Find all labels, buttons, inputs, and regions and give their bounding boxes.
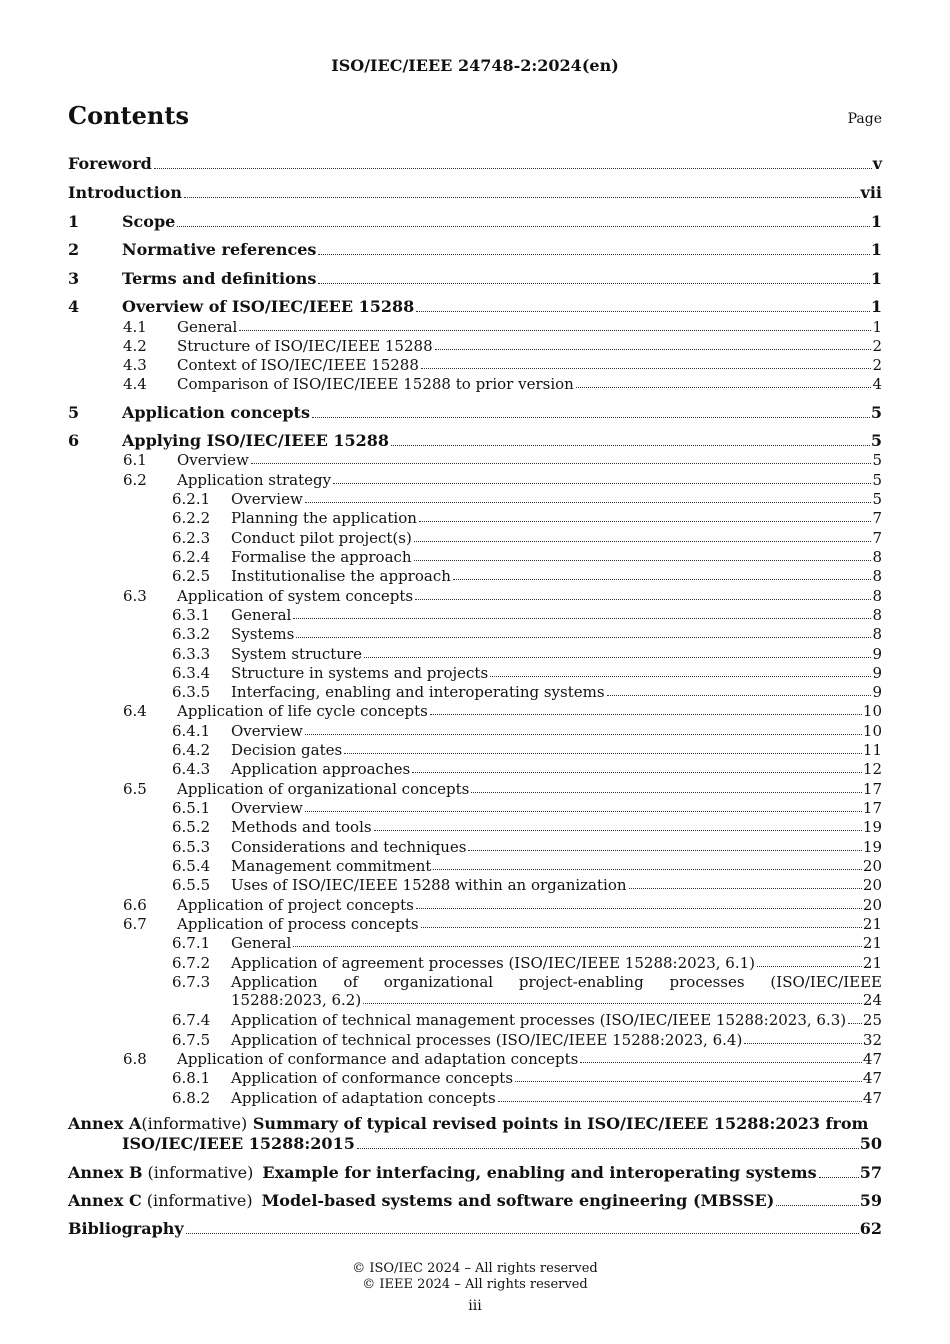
toc-entry-6-2-3[interactable]: [68, 529, 882, 547]
toc-entry-number: 6.2.3: [172, 529, 211, 547]
toc-entry-title: General: [231, 934, 292, 952]
toc-entry-6-4-3[interactable]: [68, 760, 882, 778]
toc-entry-foreword[interactable]: [68, 154, 882, 174]
copyright-footer: [0, 1261, 950, 1293]
toc-entry-number: 6.4: [123, 702, 147, 720]
dot-leader: [498, 1101, 862, 1102]
dot-leader: [415, 599, 871, 600]
toc-entry-title: Application of system concepts: [177, 587, 414, 605]
toc-entry-page: 59: [859, 1191, 882, 1210]
dot-leader: [468, 850, 861, 851]
page-column-label: Page: [847, 111, 882, 127]
toc-entry-title: Foreword: [68, 154, 152, 173]
toc-entry-6-6[interactable]: [68, 896, 882, 914]
dot-leader: [391, 445, 870, 446]
annex-title-continued: ISO/IEC/IEEE 15288:2015: [122, 1134, 355, 1153]
dot-leader: [305, 811, 862, 812]
toc-entry-title: Institutionalise the approach: [231, 567, 451, 585]
toc-entry-6-7-4[interactable]: [68, 1011, 882, 1029]
toc-entry-title: Application of agreement processes (ISO/IEC/IEEE 15288:2023, 6.1): [231, 954, 755, 972]
toc-entry-title: Application of organizational concepts: [177, 780, 470, 798]
toc-entry-number: 6.7.5: [172, 1031, 211, 1049]
toc-entry-number: 6.7: [123, 915, 147, 933]
toc-entry-6-5[interactable]: [68, 780, 882, 798]
toc-entry-6-5-1[interactable]: [68, 799, 882, 817]
toc-entry-number: 6.7.3: [172, 973, 211, 991]
toc-entry-number: 4.4: [123, 375, 147, 393]
dot-leader: [374, 830, 862, 831]
dot-leader: [471, 792, 862, 793]
toc-entry-title: Application of process concepts: [177, 915, 419, 933]
toc-entry-number: 6.5.4: [172, 857, 211, 875]
toc-entry-title: Conduct pilot project(s): [231, 529, 412, 547]
toc-entry-page: 25: [862, 1011, 882, 1029]
dot-leader: [744, 1043, 862, 1044]
toc-entry-6-1[interactable]: [68, 451, 882, 469]
toc-entry-page: 10: [862, 702, 882, 720]
toc-entry-number: 6.5.1: [172, 799, 211, 817]
annex-kind: (informative): [146, 1191, 253, 1210]
toc-entry-page: 24: [862, 991, 882, 1009]
toc-entry-6[interactable]: [68, 431, 882, 451]
toc-entry-page: 7: [872, 509, 882, 527]
toc-entry-page: 1: [870, 212, 882, 231]
toc-entry-title: Application of technical processes (ISO/IEC/IEEE 15288:2023, 6.4): [231, 1031, 743, 1049]
toc-entry-title: Interfacing, enabling and interoperating systems: [231, 683, 605, 701]
toc-entry-6-8[interactable]: [68, 1050, 882, 1068]
toc-entry-title: Overview of ISO/IEC/IEEE 15288: [122, 297, 415, 316]
toc-entry-number: 3: [68, 269, 80, 288]
toc-entry-title: Application concepts: [122, 403, 310, 422]
toc-entry-number: 6.4.3: [172, 760, 211, 778]
dot-leader: [363, 1003, 862, 1004]
contents-title: Contents: [68, 101, 189, 130]
toc-entry-title: Context of ISO/IEC/IEEE 15288: [177, 356, 419, 374]
toc-entry-title: Uses of ISO/IEC/IEEE 15288 within an organization: [231, 876, 627, 894]
toc-entry-number: 6.2.2: [172, 509, 211, 527]
toc-entry-page: 5: [872, 490, 882, 508]
toc-entry-title: Applying ISO/IEC/IEEE 15288: [122, 431, 390, 450]
toc-entry-page: 47: [862, 1089, 882, 1107]
toc-entry-title: Planning the application: [231, 509, 417, 527]
toc-entry-annex-b[interactable]: [68, 1163, 882, 1183]
dot-leader: [318, 254, 869, 255]
toc-entry-number: 4: [68, 297, 80, 316]
toc-entry-title: Methods and tools: [231, 818, 372, 836]
toc-entry-6-3-2[interactable]: [68, 625, 882, 643]
toc-entry-6-5-2[interactable]: [68, 818, 882, 836]
toc-entry-number: 6.7.4: [172, 1011, 211, 1029]
toc-entry-title: Application of adaptation concepts: [231, 1089, 496, 1107]
toc-entry-6-7[interactable]: [68, 915, 882, 933]
toc-entry-title: Considerations and techniques: [231, 838, 467, 856]
toc-entry-6-4[interactable]: [68, 702, 882, 720]
toc-entry-number: 6.8: [123, 1050, 147, 1068]
dot-leader: [576, 387, 872, 388]
toc-entry-page: 21: [862, 915, 882, 933]
toc-entry-4-2[interactable]: [68, 337, 882, 355]
toc-entry-title: Application of life cycle concepts: [177, 702, 428, 720]
toc-entry-number: 6.2.1: [172, 490, 211, 508]
dot-leader: [848, 1023, 862, 1024]
toc-entry-page: 5: [872, 471, 882, 489]
toc-entry-6-5-4[interactable]: [68, 857, 882, 875]
toc-entry-title: Scope: [122, 212, 176, 231]
dot-leader: [312, 417, 870, 418]
toc-entry-page: 1: [872, 318, 882, 336]
toc-entry-title: General: [177, 318, 238, 336]
toc-entry-number: 6.7.2: [172, 954, 211, 972]
toc-entry-page: 1: [870, 269, 882, 288]
dot-leader: [293, 618, 871, 619]
toc-entry-title: Overview: [177, 451, 249, 469]
toc-entry-title: Structure of ISO/IEC/IEEE 15288: [177, 337, 433, 355]
toc-entry-number: 1: [68, 212, 80, 231]
toc-entry-number: 6.5.2: [172, 818, 211, 836]
dot-leader: [416, 908, 862, 909]
toc-entry-number: 4.1: [123, 318, 147, 336]
dot-leader: [414, 541, 872, 542]
dot-leader: [453, 579, 872, 580]
toc-entry-6-7-1[interactable]: [68, 934, 882, 952]
annex-kind: (informative): [147, 1163, 254, 1182]
annex-title: Model-based systems and software engineering (MBSSE): [261, 1191, 775, 1210]
toc-entry-title: Formalise the approach: [231, 548, 412, 566]
toc-entry-page: 57: [859, 1163, 882, 1182]
toc-entry-title: Systems: [231, 625, 295, 643]
dot-leader: [430, 714, 862, 715]
toc-entry-page: 10: [862, 722, 882, 740]
document-header: ISO/IEC/IEEE 24748-2:2024(en): [331, 56, 619, 75]
toc-entry-title: Application of project concepts: [177, 896, 414, 914]
toc-entry-6-3-5[interactable]: [68, 683, 882, 701]
toc-entry-annex-c[interactable]: [68, 1191, 882, 1211]
toc-entry-number: 6.3.3: [172, 645, 211, 663]
toc-entry-number: 6.3.5: [172, 683, 211, 701]
dot-leader: [412, 772, 862, 773]
toc-entry-title: Application of conformance and adaptation concepts: [177, 1050, 579, 1068]
toc-entry-page: 8: [872, 587, 882, 605]
toc-entry-title: Overview: [231, 799, 303, 817]
toc-entry-page: 7: [872, 529, 882, 547]
toc-entry-6-2-2[interactable]: [68, 509, 882, 527]
dot-leader: [757, 966, 862, 967]
toc-entry-3[interactable]: [68, 269, 882, 289]
toc-entry-number: 6.6: [123, 896, 147, 914]
toc-entry-title: Comparison of ISO/IEC/IEEE 15288 to prior version: [177, 375, 574, 393]
toc-entry-page: 8: [872, 567, 882, 585]
toc-entry-6-4-1[interactable]: [68, 722, 882, 740]
toc-entry-page: 20: [862, 896, 882, 914]
toc-entry-page: 2: [872, 337, 882, 355]
toc-entry-6-7-2[interactable]: [68, 954, 882, 972]
toc-entry-4-3[interactable]: [68, 356, 882, 374]
dot-leader: [364, 657, 871, 658]
toc-entry-6-5-5[interactable]: [68, 876, 882, 894]
toc-entry-title: Structure in systems and projects: [231, 664, 489, 682]
toc-entry-title: Application approaches: [231, 760, 411, 778]
toc-entry-title: Bibliography: [68, 1219, 184, 1238]
toc-entry-number: 6.4.2: [172, 741, 211, 759]
toc-entry-page: 1: [870, 297, 882, 316]
toc-entry-page: 4: [872, 375, 882, 393]
annex-kind: (informative): [141, 1114, 248, 1133]
toc-entry-page: 8: [872, 548, 882, 566]
toc-entry-page: 5: [870, 403, 882, 422]
toc-entry-title-continued: 15288:2023, 6.2): [231, 991, 362, 1009]
toc-entry-page: 1: [870, 240, 882, 259]
toc-entry-number: 2: [68, 240, 80, 259]
toc-entry-6-2-5[interactable]: [68, 567, 882, 585]
toc-entry-number: 6.3.1: [172, 606, 211, 624]
toc-entry-bibliography[interactable]: [68, 1219, 882, 1239]
toc-entry-number: 6.5.5: [172, 876, 211, 894]
copyright-ieee: © IEEE 2024 – All rights reserved: [362, 1277, 588, 1292]
toc-entry-page: 2: [872, 356, 882, 374]
dot-leader: [416, 311, 870, 312]
toc-entry-title: Introduction: [68, 183, 182, 202]
toc-entry-number: 6.3: [123, 587, 147, 605]
toc-entry-page: 21: [862, 954, 882, 972]
dot-leader: [435, 349, 872, 350]
toc-entry-number: 6.1: [123, 451, 147, 469]
toc-entry-title: General: [231, 606, 292, 624]
dot-leader: [184, 197, 860, 198]
toc-entry-number: 6.2: [123, 471, 147, 489]
toc-entry-page: 8: [872, 606, 882, 624]
toc-entry-number: 6.5: [123, 780, 147, 798]
toc-entry-title: Application of organizational project-enabling processes (ISO/IEC/IEEE: [231, 973, 882, 991]
toc-entry-page: 47: [862, 1050, 882, 1068]
annex-title: Example for interfacing, enabling and interoperating systems: [262, 1163, 817, 1182]
toc-entry-6-3-4[interactable]: [68, 664, 882, 682]
toc-entry-page: 5: [870, 431, 882, 450]
dot-leader: [414, 560, 872, 561]
toc-entry-6-3-3[interactable]: [68, 645, 882, 663]
toc-entry-page: 19: [862, 818, 882, 836]
toc-entry-title: Overview: [231, 490, 303, 508]
toc-entry-title: Management commitment: [231, 857, 432, 875]
toc-entry-number: 5: [68, 403, 80, 422]
toc-entry-number: 4.3: [123, 356, 147, 374]
toc-entry-page: 62: [859, 1219, 882, 1238]
toc-entry-annex-a[interactable]: [68, 1114, 882, 1154]
dot-leader: [293, 946, 862, 947]
toc-entry-page: 9: [872, 664, 882, 682]
dot-leader: [421, 927, 862, 928]
dot-leader: [421, 368, 872, 369]
toc-entry-title: Terms and definitions: [122, 269, 317, 288]
dot-leader: [490, 676, 871, 677]
toc-entry-4-1[interactable]: [68, 318, 882, 336]
annex-title: Summary of typical revised points in ISO/IEC/IEEE 15288:2023 from: [252, 1114, 869, 1133]
toc-entry-5[interactable]: [68, 403, 882, 423]
toc-entry-number: 4.2: [123, 337, 147, 355]
annex-label: Annex B: [68, 1163, 143, 1182]
dot-leader: [419, 521, 872, 522]
dot-leader: [305, 734, 862, 735]
toc-entry-number: 6.7.1: [172, 934, 211, 952]
toc-entry-6-2-4[interactable]: [68, 548, 882, 566]
toc-entry-6-4-2[interactable]: [68, 741, 882, 759]
toc-entry-2[interactable]: [68, 240, 882, 260]
toc-entry-6-3[interactable]: [68, 587, 882, 605]
dot-leader: [239, 330, 871, 331]
toc-entry-title: System structure: [231, 645, 363, 663]
dot-leader: [177, 226, 870, 227]
toc-entry-number: 6.8.2: [172, 1089, 211, 1107]
toc-entry-number: 6.2.4: [172, 548, 211, 566]
toc-entry-title: Overview: [231, 722, 303, 740]
dot-leader: [333, 483, 871, 484]
toc-entry-number: 6.2.5: [172, 567, 211, 585]
toc-entry-page: 17: [862, 780, 882, 798]
dot-leader: [776, 1205, 858, 1206]
toc-entry-page: 21: [862, 934, 882, 952]
toc-entry-6-2-1[interactable]: [68, 490, 882, 508]
toc-entry-page: 32: [862, 1031, 882, 1049]
toc-entry-page: 47: [862, 1069, 882, 1087]
dot-leader: [251, 463, 872, 464]
copyright-iso: © ISO/IEC 2024 – All rights reserved: [352, 1261, 598, 1276]
toc-entry-page: 9: [872, 645, 882, 663]
dot-leader: [357, 1148, 859, 1149]
toc-entry-6-7-3[interactable]: [68, 973, 882, 1009]
toc-entry-number: 6.4.1: [172, 722, 211, 740]
toc-entry-4-4[interactable]: [68, 375, 882, 393]
toc-entry-title: Application strategy: [177, 471, 332, 489]
toc-entry-page: 20: [862, 857, 882, 875]
toc-entry-6-5-3[interactable]: [68, 838, 882, 856]
annex-label: Annex A: [68, 1114, 142, 1133]
toc-entry-page: 17: [862, 799, 882, 817]
dot-leader: [607, 695, 872, 696]
toc-entry-page: 12: [862, 760, 882, 778]
toc-entry-6-7-5[interactable]: [68, 1031, 882, 1049]
toc-entry-6-8-2[interactable]: [68, 1089, 882, 1107]
toc-entry-introduction[interactable]: [68, 183, 882, 203]
toc-entry-1[interactable]: [68, 212, 882, 232]
dot-leader: [515, 1081, 862, 1082]
toc-entry-page: 8: [872, 625, 882, 643]
dot-leader: [819, 1177, 859, 1178]
dot-leader: [305, 502, 872, 503]
dot-leader: [580, 1062, 862, 1063]
toc-entry-page: v: [872, 154, 882, 173]
toc-entry-page: 20: [862, 876, 882, 894]
toc-entry-number: 6.3.2: [172, 625, 211, 643]
toc-entry-page: 19: [862, 838, 882, 856]
toc-entry-title: Decision gates: [231, 741, 343, 759]
page-number: iii: [468, 1298, 482, 1314]
dot-leader: [186, 1233, 859, 1234]
toc-entry-page: 50: [859, 1134, 882, 1153]
toc-entry-number: 6.5.3: [172, 838, 211, 856]
annex-label: Annex C: [68, 1191, 142, 1210]
dot-leader: [629, 888, 862, 889]
dot-leader: [154, 168, 872, 169]
toc-entry-6-8-1[interactable]: [68, 1069, 882, 1087]
toc-entry-title: Normative references: [122, 240, 317, 259]
dot-leader: [433, 869, 861, 870]
dot-leader: [296, 637, 871, 638]
toc-entry-page: 5: [872, 451, 882, 469]
toc-entry-page: 11: [862, 741, 882, 759]
toc-entry-page: 9: [872, 683, 882, 701]
dot-leader: [318, 283, 869, 284]
toc-entry-number: 6: [68, 431, 80, 450]
toc-entry-title: Application of technical management processes (ISO/IEC/IEEE 15288:2023, 6.3): [231, 1011, 847, 1029]
toc-entry-6-3-1[interactable]: [68, 606, 882, 624]
dot-leader: [344, 753, 862, 754]
toc-entry-number: 6.8.1: [172, 1069, 211, 1087]
toc-entry-6-2[interactable]: [68, 471, 882, 489]
toc-entry-number: 6.3.4: [172, 664, 211, 682]
toc-entry-title: Application of conformance concepts: [231, 1069, 514, 1087]
toc-entry-4[interactable]: [68, 297, 882, 317]
toc-entry-page: vii: [860, 183, 882, 202]
